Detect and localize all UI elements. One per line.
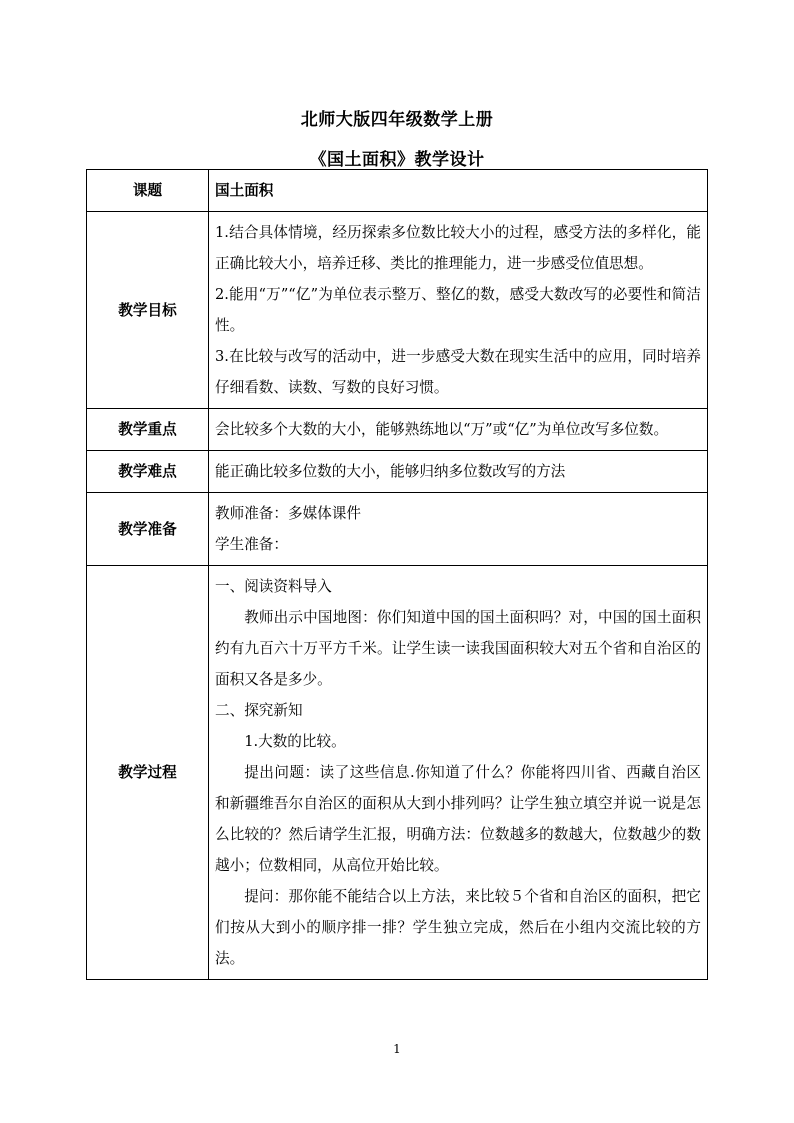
teacher-preparation: 教师准备：多媒体课件	[215, 505, 361, 522]
value-objectives	[209, 212, 708, 409]
objective-item: 1.结合具体情境，经历探索多位数比较大小的过程，感受方法的多样化，能正确比较大小，培养迁移、类比的推理能力，进一步感受位值思想。	[215, 224, 701, 272]
value-difficulties: 能正确比较多位数的大小，能够归纳多位数改写的方法	[209, 451, 708, 493]
label-topic: 课题	[87, 170, 209, 212]
section-heading: 一、阅读资料导入	[215, 578, 332, 595]
label-process: 教学过程	[87, 566, 209, 980]
value-topic: 国土面积	[209, 170, 708, 212]
process-paragraph: 教师出示中国地图：你们知道中国的国土面积吗？对，中国的国土面积约有九百六十万平方千米。让学生读一读我国面积较大对五个省和自治区的面积又各是多少。	[215, 609, 701, 688]
process-paragraph: 提问：那你能不能结合以上方法，来比较５个省和自治区的面积，把它们按从大到小的顺序排一排？学生独立完成，然后在小组内交流比较的方法。	[215, 888, 701, 967]
table-row-key-points	[87, 409, 708, 451]
document-title: 北师大版四年级数学上册	[300, 110, 494, 130]
process-subheading: 1.大数的比较。	[244, 733, 346, 750]
process-paragraph: 提出问题：读了这些信息.你知道了什么？你能将四川省、西藏自治区和新疆维吾尔自治区的面积从大到小排列吗？让学生独立填空并说一说是怎么比较的？然后请学生汇报，明确方法：位数越多的数越大，位数越少的数越小；位数相同，从高位开始比较。	[215, 764, 701, 874]
objective-item: 3.在比较与改写的活动中，进一步感受大数在现实生活中的应用，同时培养仔细看数、读数、写数的良好习惯。	[215, 348, 701, 396]
table-row-preparation	[87, 493, 708, 566]
label-objectives: 教学目标	[87, 212, 209, 409]
label-preparation: 教学准备	[87, 493, 209, 566]
section-heading: 二、探究新知	[215, 702, 303, 719]
table-row-difficulties	[87, 451, 708, 493]
document-subtitle: 《国土面积》教学设计	[309, 150, 485, 170]
label-key-points: 教学重点	[87, 409, 209, 451]
value-preparation	[209, 493, 708, 566]
table-row-objectives	[87, 212, 708, 409]
table-row-process	[87, 566, 708, 980]
objective-item: 2.能用“万”“亿”为单位表示整万、整亿的数，感受大数改写的必要性和简洁性。	[215, 286, 701, 334]
value-process	[209, 566, 708, 980]
page-number: 1	[393, 1042, 401, 1056]
value-key-points: 会比较多个大数的大小，能够熟练地以“万”或“亿”为单位改写多位数。	[209, 409, 708, 451]
lesson-plan-table	[86, 169, 708, 980]
student-preparation: 学生准备：	[215, 536, 288, 553]
table-row-topic	[87, 170, 708, 212]
label-difficulties: 教学难点	[87, 451, 209, 493]
